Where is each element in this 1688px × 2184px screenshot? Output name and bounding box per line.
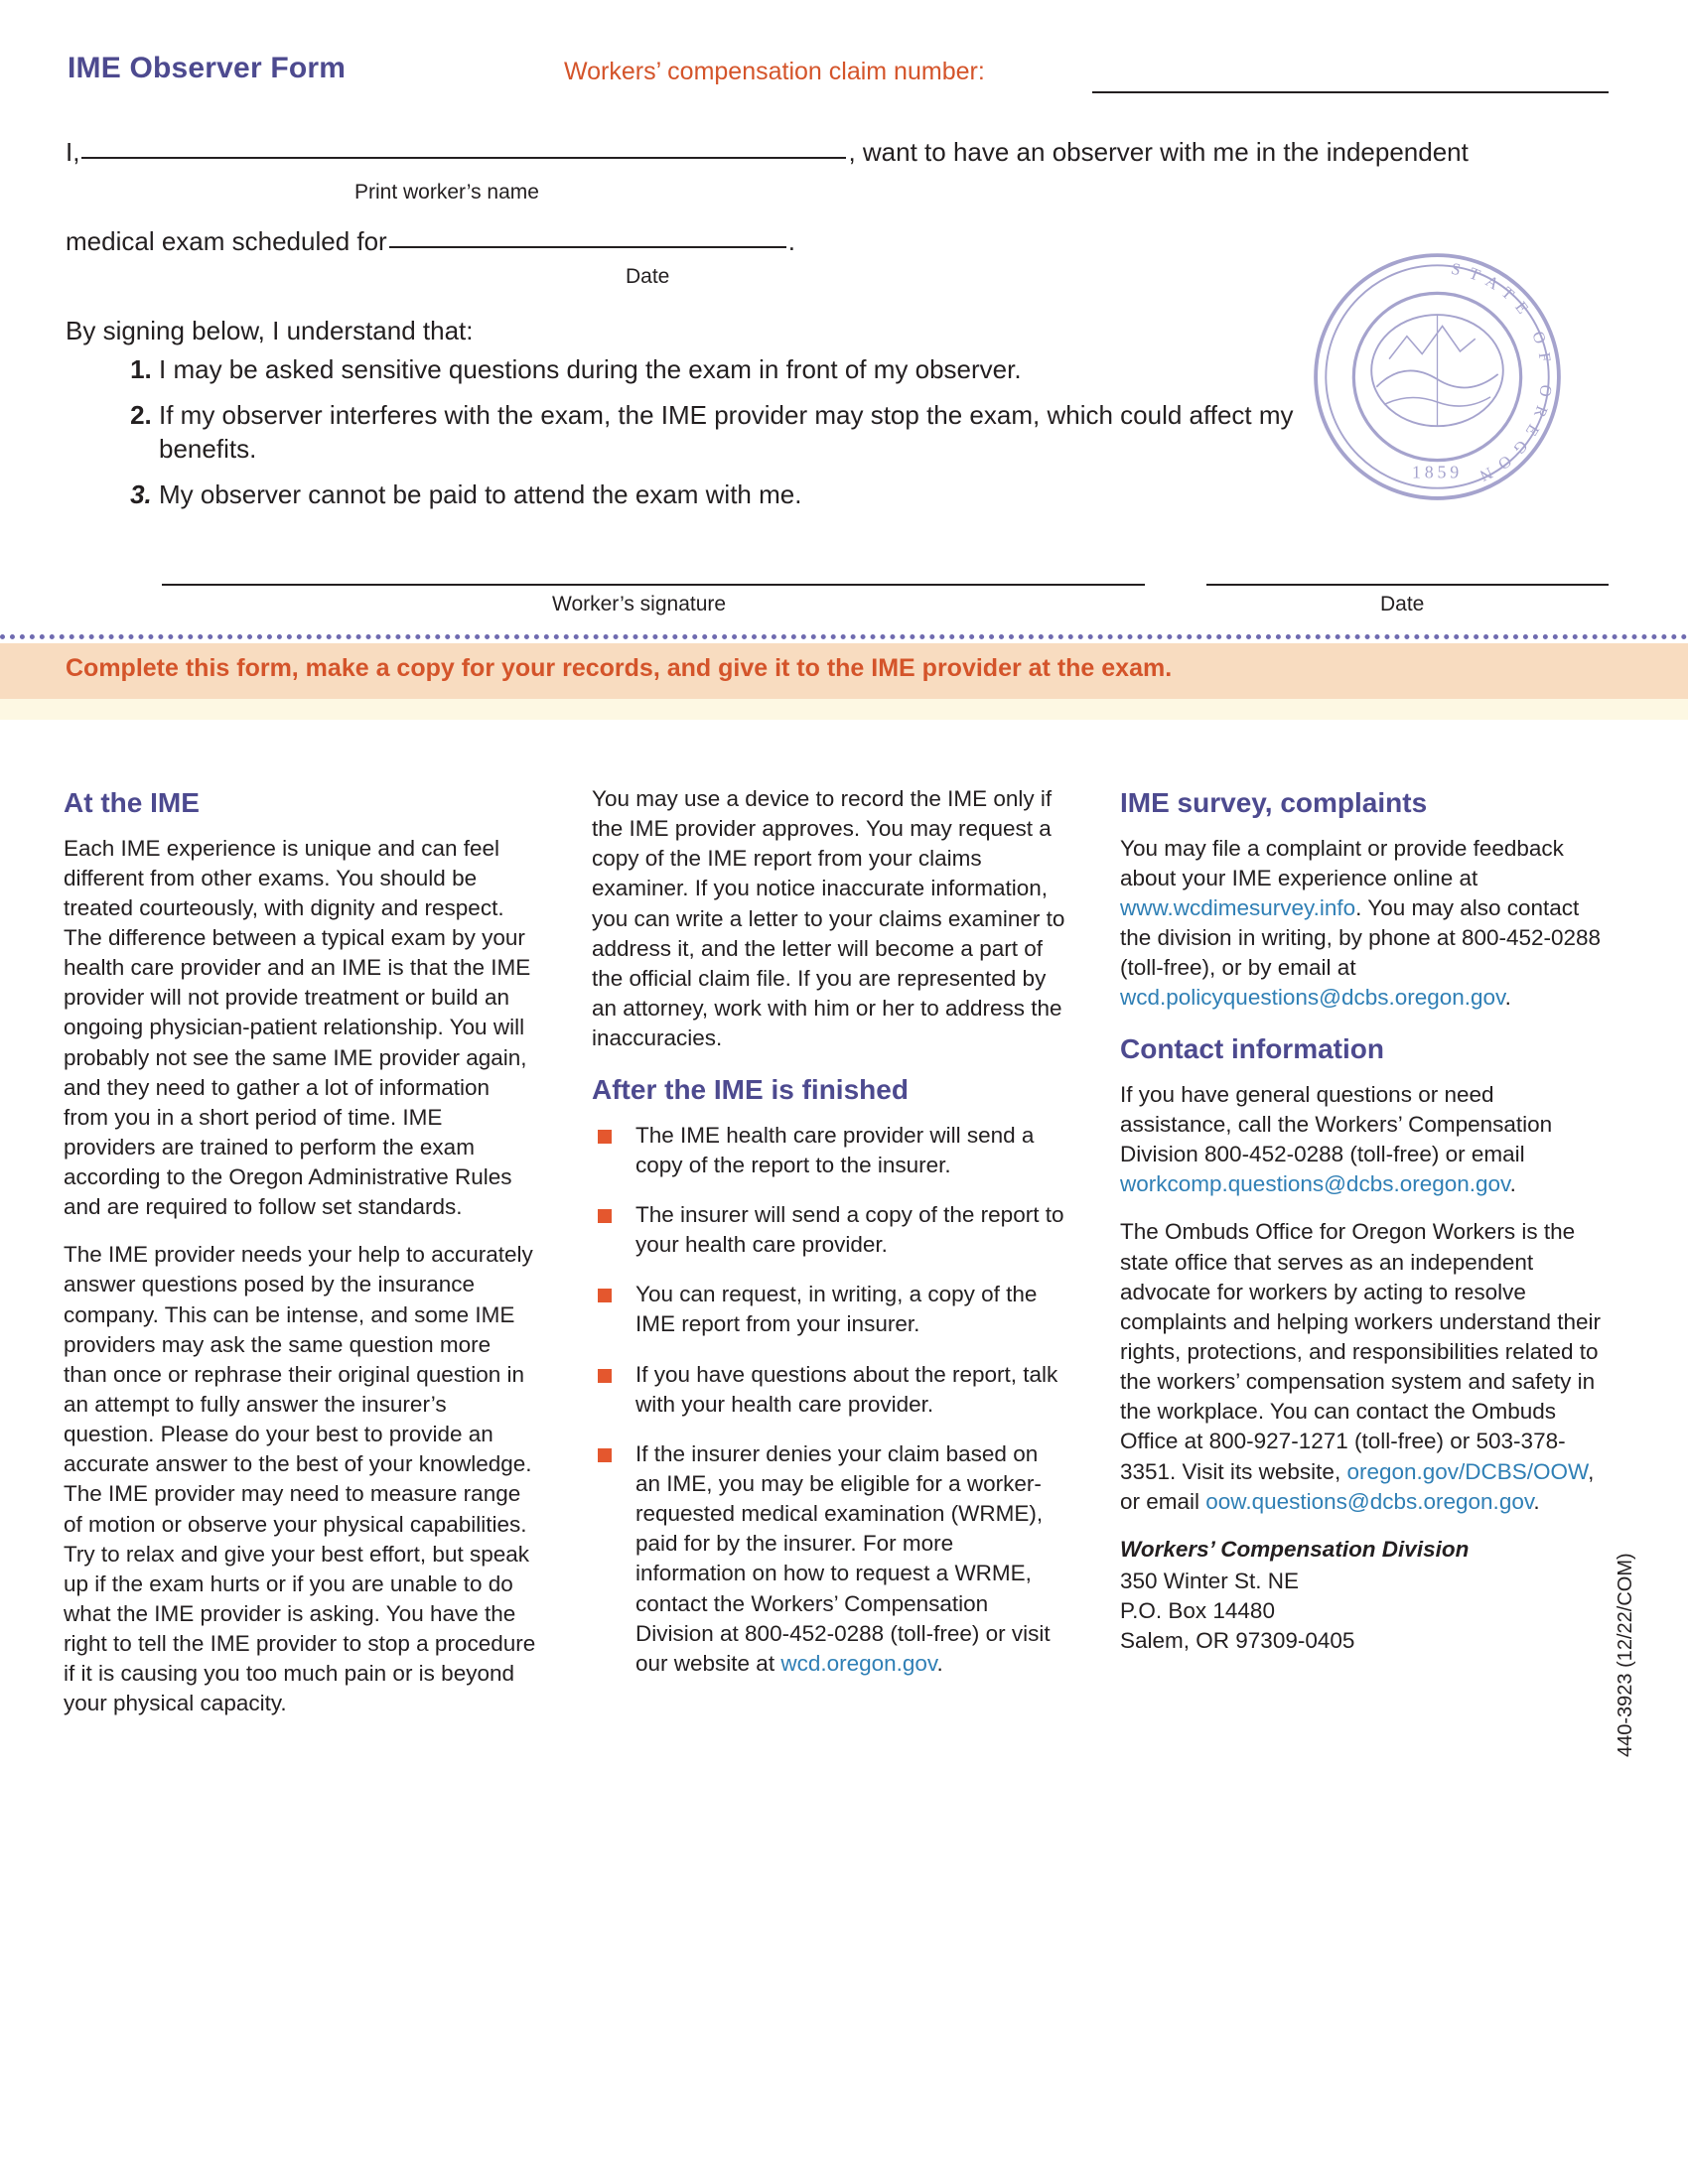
worker-name-field[interactable] — [81, 157, 846, 159]
terms-list — [111, 353, 1301, 524]
line1-suffix: , want to have an observer with me in the independent — [848, 137, 1469, 167]
understanding-intro: By signing below, I understand that: — [66, 316, 474, 345]
paragraph-contact — [1120, 1080, 1607, 1200]
list-item — [592, 1439, 1068, 1679]
ombuds-website-link[interactable]: oregon.gov/DCBS/OOW — [1346, 1458, 1589, 1484]
survey-website-link[interactable]: www.wcdimesurvey.info — [1120, 894, 1356, 920]
term-item: 3. My observer cannot be paid to attend the exam with me. — [159, 478, 1301, 511]
ombuds-text-pre: The Ombuds Office for Oregon Workers is the state office that serves as an independent advocate for workers by acting to resolve complaints and helping workers understand their rights, protections, and responsibilities related to the workers’ compensation system and safety in the workplace. You can contact the Ombuds Office at 800-927-1271 (toll-free) or 503-378-3351. Visit its website, — [1120, 1219, 1602, 1484]
paragraph: You may use a device to record the IME only if the IME provider approves. You may request a copy of the IME report from your claims examiner. If you notice inaccurate information, you can write a letter to your claims examiner to address it, and the letter will become a part of the official claim file. If you are represented by an attorney, work with him or her to address the inaccuracies. — [592, 786, 1065, 1051]
instruction-banner-text: Complete this form, make a copy for your records, and give it to the IME provider at the exam. — [66, 654, 1173, 682]
ombuds-text-mid: , or email — [1120, 1458, 1595, 1514]
caption-print-worker-name: Print worker’s name — [354, 181, 539, 204]
list-item: The insurer will send a copy of the report to your health care provider. — [592, 1200, 1068, 1260]
cream-strip — [0, 699, 1688, 720]
organization-name: Workers’ Compensation Division — [1120, 1536, 1470, 1562]
term-item: 2. If my observer interferes with the exam, the IME provider may stop the exam, which could affect my benefits. — [159, 399, 1301, 466]
address-line: Salem, OR 97309-0405 — [1120, 1628, 1355, 1654]
column-survey-contact — [1120, 784, 1607, 1656]
bullet5-period: . — [936, 1650, 943, 1676]
survey-text-mid: . You may also contact the division in writing, by phone at 800-452-0288 (toll-free), or by email at — [1120, 894, 1602, 981]
paragraph: The IME provider needs your help to accurately answer questions posed by the insurance company. This can be intense, and some IME providers may ask the same question more than once or rephrase their original question in an attempt to fully answer the insurer’s question. Please do your best to provide an accurate answer to the best of your knowledge. The IME provider may need to measure range of motion or observe your physical capabilities. Try to relax and give your best effort, but speak up if the exam hurts or if you are unable to do what the IME provider is asking. You have the right to tell the IME provider to stop a procedure if it is causing you too much pain or is beyond your physical capacity. — [64, 1242, 536, 1716]
signature-date-field[interactable] — [1206, 584, 1609, 586]
signature-field[interactable] — [162, 584, 1145, 586]
paragraph: Each IME experience is unique and can feel different from other exams. You should be treated courteously, with dignity and respect. The difference between a typical exam by your health care provider and an IME is that the IME provider will not provide treatment or build an ongoing physician-patient relationship. You will probably not see the same IME provider again, and they need to gather a lot of information from you in a short period of time. IME providers are trained to perform the exam according to the Oregon Administrative Rules and are required to follow set standards. — [64, 835, 531, 1220]
heading-ime-survey-complaints: IME survey, complaints — [1120, 787, 1428, 818]
claim-number-field[interactable] — [1092, 91, 1609, 93]
survey-text-post: . — [1504, 985, 1511, 1011]
exam-date-line — [66, 226, 795, 257]
paragraph-survey — [1120, 834, 1607, 1014]
column-after-the-ime — [592, 784, 1068, 1699]
contact-text-post: . — [1509, 1171, 1516, 1197]
survey-text-pre: You may file a complaint or provide feedback about your IME experience online at — [1120, 835, 1564, 890]
wcd-website-link[interactable]: wcd.oregon.gov — [780, 1650, 937, 1676]
column-at-the-ime — [64, 784, 540, 1737]
contact-text-pre: If you have general questions or need assistance, call the Workers’ Compensation Division 800-452-0288 (toll-free) or email — [1120, 1081, 1553, 1167]
address-line: P.O. Box 14480 — [1120, 1598, 1275, 1624]
exam-date-field[interactable] — [389, 246, 786, 248]
form-section — [0, 0, 1688, 640]
caption-worker-signature: Worker’s signature — [552, 593, 727, 615]
bullet5-text: If the insurer denies your claim based on an IME, you may be eligible for a worker-requested medical examination (WRME), paid for by the insurer. For more information on how to request a WRME, contact the Workers’ Compensation Division at 800-452-0288 (toll-free) or visit our website at — [635, 1440, 1051, 1676]
worker-name-line — [66, 137, 1469, 168]
caption-date-signature: Date — [1380, 593, 1425, 615]
svg-text:1859: 1859 — [1412, 462, 1463, 482]
heading-after-the-ime-is-finished: After the IME is finished — [592, 1074, 909, 1106]
line2-suffix: . — [787, 226, 795, 256]
form-title: IME Observer Form — [68, 52, 347, 84]
policy-questions-email-link[interactable]: wcd.policyquestions@dcbs.oregon.gov — [1120, 985, 1505, 1011]
heading-contact-information: Contact information — [1120, 1033, 1384, 1065]
term-item: 1. I may be asked sensitive questions during the exam in front of my observer. — [159, 353, 1301, 386]
heading-at-the-ime: At the IME — [64, 787, 200, 818]
line2-prefix: medical exam scheduled for — [66, 226, 387, 256]
state-of-oregon-seal-icon — [1311, 250, 1564, 503]
ombuds-email-link[interactable]: oow.questions@dcbs.oregon.gov — [1205, 1488, 1534, 1514]
dotted-cut-line — [0, 634, 1688, 639]
caption-date-exam: Date — [626, 265, 670, 288]
list-item: If you have questions about the report, talk with your health care provider. — [592, 1360, 1068, 1420]
paragraph-ombuds — [1120, 1217, 1607, 1516]
line1-prefix: I, — [66, 137, 80, 167]
list-item: You can request, in writing, a copy of the IME report from your insurer. — [592, 1280, 1068, 1339]
claim-number-label: Workers’ compensation claim number: — [564, 58, 985, 85]
list-item: The IME health care provider will send a copy of the report to the insurer. — [592, 1121, 1068, 1180]
ombuds-text-post: . — [1533, 1488, 1540, 1514]
workcomp-questions-email-link[interactable]: workcomp.questions@dcbs.oregon.gov — [1120, 1171, 1510, 1197]
after-ime-bullet-list — [592, 1121, 1068, 1679]
address-line: 350 Winter St. NE — [1120, 1568, 1300, 1593]
document-code: 440-3923 (12/22/COM) — [1615, 1553, 1636, 1757]
svg-text:STATE OF OREGON: STATE OF OREGON — [1449, 258, 1557, 489]
